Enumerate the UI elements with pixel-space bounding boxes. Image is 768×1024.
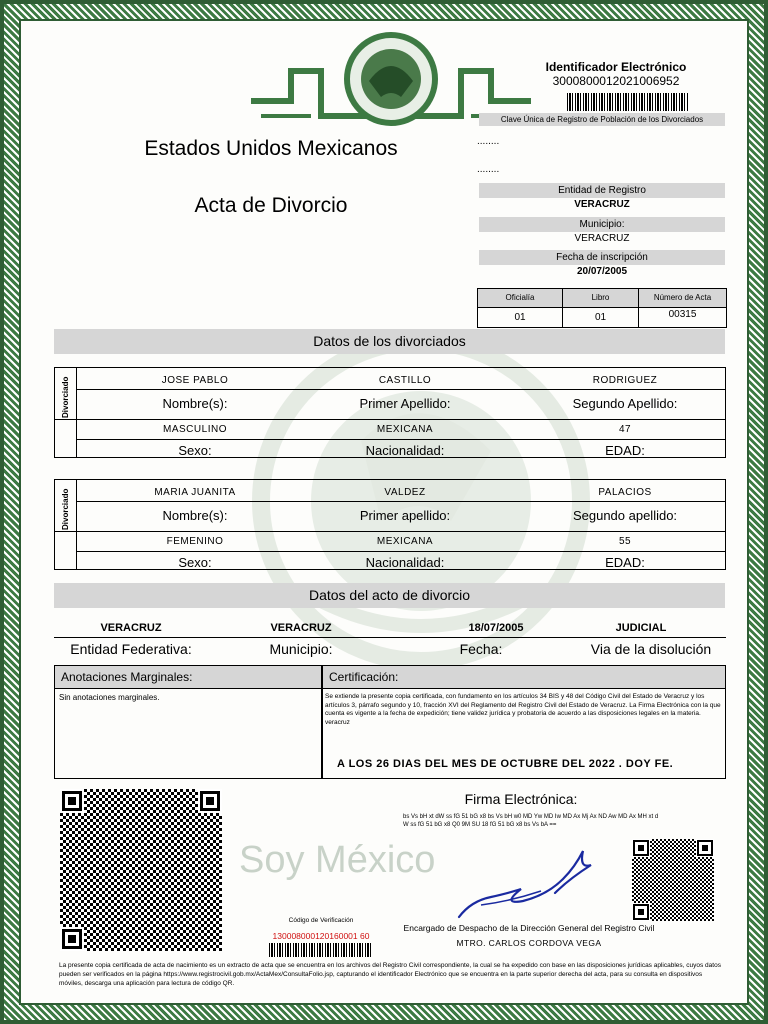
document-title: Acta de Divorcio xyxy=(194,194,348,217)
person2-names: MARIA JUANITA xyxy=(154,487,236,498)
person2-sex-label: Sexo: xyxy=(178,555,212,570)
registry-entity-value: VERACRUZ xyxy=(574,199,630,210)
box-divider xyxy=(76,439,725,440)
box-divider xyxy=(76,501,725,502)
person1-side-label: Divorciado xyxy=(61,376,70,418)
verification-qr-code xyxy=(60,789,222,951)
registry-municipality-label: Municipio: xyxy=(479,217,725,232)
signature-hash: bs Vs bH xt dW ss fG 51 bG x8 bs Vs bH w0 MD Yw MD Iw MD Ax Mj Ax ND Aw MD Ax MH xt dW ss fG 51 bG x8 Q0 9M SU 18 fG 51 bG x8 bs Vs bA == xyxy=(403,814,659,828)
verification-barcode xyxy=(269,943,371,957)
country-title: Estados Unidos Mexicanos xyxy=(144,137,398,160)
soy-mexico-watermark: Soy México xyxy=(239,839,436,881)
verification-code-value: 130008000120160001 60 xyxy=(272,931,370,941)
person2-first-surname-label: Primer apellido: xyxy=(359,508,451,523)
person2-sex: FEMENINO xyxy=(166,536,224,547)
person1-second-surname: RODRIGUEZ xyxy=(592,375,658,386)
person1-age: 47 xyxy=(618,424,632,435)
act-number-label: Número de Acta xyxy=(653,293,712,302)
act-dissolution-label: Via de la disolución xyxy=(590,641,712,657)
annotations-certification-box xyxy=(54,665,726,779)
registry-date-value: 20/07/2005 xyxy=(576,266,628,277)
act-section-title: Datos del acto de divorcio xyxy=(54,583,725,608)
box-divider xyxy=(76,389,725,390)
person2-second-surname-label: Segundo apellido: xyxy=(572,508,678,523)
act-dissolution-value: JUDICIAL xyxy=(615,622,667,634)
act-date-value: 18/07/2005 xyxy=(468,622,524,634)
footer-text: La presente copia certificada de acta de nacimiento es un extracto de acta que se encuentra en los archivos del Registro Civil correspondiente, la cual se ha expedido con base en las disposiciones jurídicas aplicables, cuyos datos pueden ser verificados en la página https://www.registrocivil.gob.mx/ActaMex/ConsultaFolio.jsp, capturando el identificador Electrónico que se encuentra en la parte superior derecha del acta, para su consulta en dispositivos móviles, descarga una aplicación para lectura de código QR. xyxy=(59,962,721,987)
person1-age-label: EDAD: xyxy=(605,443,645,458)
person1-sex-label: Sexo: xyxy=(178,443,212,458)
certification-title: Certificación: xyxy=(329,670,399,684)
identifier-label: Identificador Electrónico xyxy=(545,60,687,74)
person2-first-surname: VALDEZ xyxy=(384,487,426,498)
person1-nationality-label: Nacionalidad: xyxy=(365,443,445,458)
act-date-label: Fecha: xyxy=(459,641,503,657)
person1-box xyxy=(54,367,726,458)
box-divider xyxy=(76,480,77,569)
person1-names: JOSE PABLO xyxy=(161,375,229,386)
person2-nationality-label: Nacionalidad: xyxy=(365,555,445,570)
act-municipality-value: VERACRUZ xyxy=(270,622,332,634)
signature-title: Firma Electrónica: xyxy=(464,791,578,807)
person1-first-surname: CASTILLO xyxy=(378,375,432,386)
identifier-value: 3000800012021006952 xyxy=(552,74,680,88)
act-row-divider xyxy=(54,637,726,638)
box-divider xyxy=(321,666,323,778)
person2-box xyxy=(54,479,726,570)
table-divider xyxy=(478,307,726,308)
registry-entity-label: Entidad de Registro xyxy=(479,183,725,198)
person1-names-label: Nombre(s): xyxy=(162,396,228,411)
person1-nationality: MEXICANA xyxy=(376,424,434,435)
box-divider xyxy=(76,551,725,552)
identifier-qr-code xyxy=(632,839,714,921)
person2-age-label: EDAD: xyxy=(605,555,645,570)
registry-date-label: Fecha de inscripción xyxy=(479,250,725,265)
office-label: Oficialía xyxy=(505,293,535,302)
curp-label: Clave Única de Registro de Población de los Divorciados xyxy=(479,113,725,126)
annotations-title: Anotaciones Marginales: xyxy=(61,670,193,684)
verification-code-label: Código de Verificación xyxy=(288,917,354,924)
book-value: 01 xyxy=(594,312,607,323)
box-divider xyxy=(55,531,725,532)
certification-date-line: A LOS 26 DIAS DEL MES DE OCTUBRE DEL 2022 . DOY FE. xyxy=(337,758,674,770)
person2-nationality: MEXICANA xyxy=(376,536,434,547)
registry-municipality-value: VERACRUZ xyxy=(574,233,630,244)
box-divider xyxy=(55,419,725,420)
certificate-paper xyxy=(19,19,749,1005)
certification-text: Se extiende la presente copia certificada, con fundamento en los artículos 34 BIS y 48 del Código Civil del Estado de Veracruz y los artículos 3, párrafo segundo y 10, fracción XVI del Reglamento del Registro Civil del Estado de Veracruz. La Firma Electrónica con la que cuenta es vigente a la fecha de expedición; tiene validez jurídica y probatoria de acuerdo a las disposiciones legales en la materia. veracruz xyxy=(325,693,721,726)
office-value: 01 xyxy=(514,312,526,323)
divorced-section-title: Datos de los divorciados xyxy=(54,329,725,354)
official-title: Encargado de Despacho de la Dirección General del Registro Civil xyxy=(403,923,655,933)
official-name: MTRO. CARLOS CORDOVA VEGA xyxy=(456,938,602,948)
act-municipality-label: Municipio: xyxy=(269,641,333,657)
person1-first-surname-label: Primer Apellido: xyxy=(359,396,451,411)
act-state-label: Entidad Federativa: xyxy=(70,641,192,657)
curp-value-1: ........ xyxy=(477,136,500,147)
curp-value-2: ........ xyxy=(477,164,500,175)
person1-second-surname-label: Segundo Apellido: xyxy=(572,396,678,411)
book-label: Libro xyxy=(591,293,610,302)
act-number-value: 00315 xyxy=(668,309,697,320)
person2-age: 55 xyxy=(618,536,632,547)
box-divider xyxy=(55,688,725,689)
registry-number-table xyxy=(477,288,727,328)
handwritten-signature xyxy=(451,839,611,925)
annotations-text: Sin anotaciones marginales. xyxy=(59,693,160,702)
person2-side-label: Divorciado xyxy=(61,488,70,530)
identifier-barcode xyxy=(567,93,689,111)
person2-second-surname: PALACIOS xyxy=(598,487,652,498)
person1-sex: MASCULINO xyxy=(163,424,227,435)
box-divider xyxy=(76,368,77,457)
act-state-value: VERACRUZ xyxy=(100,622,162,634)
person2-names-label: Nombre(s): xyxy=(162,508,228,523)
